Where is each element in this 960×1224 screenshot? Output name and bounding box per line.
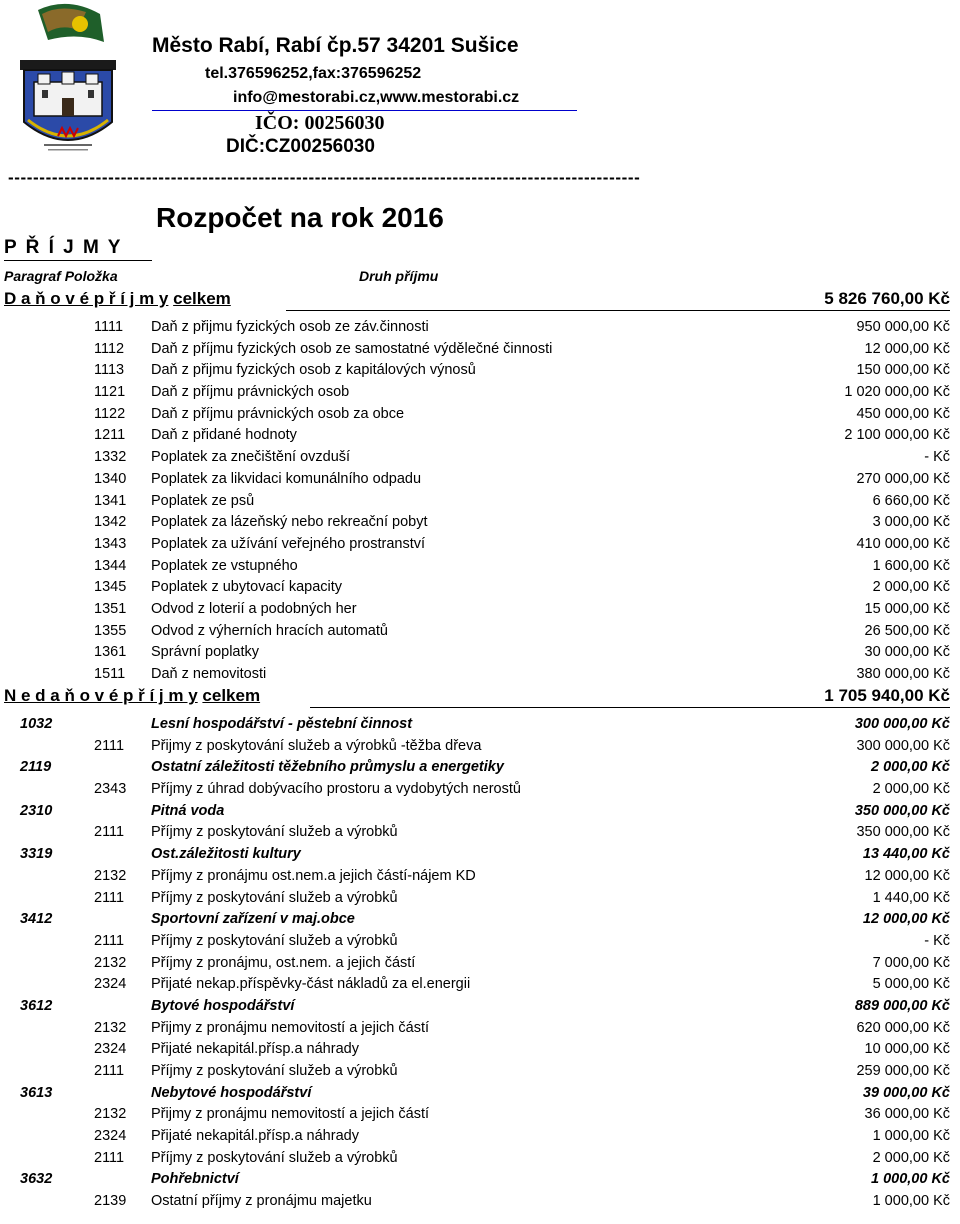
row-code: 1111 <box>94 319 124 335</box>
row-code: 1341 <box>94 492 127 509</box>
section-label-prijmy: P Ř Í J M Y <box>4 236 152 261</box>
row-description: Poplatek za likvidaci komunálního odpadu <box>151 470 422 487</box>
paragraf-row <box>0 909 960 931</box>
ico-number: IČO: 00256030 <box>255 112 385 134</box>
row-code: 2132 <box>94 954 127 971</box>
row-amount: 13 440,00 Kč <box>862 846 950 863</box>
row-amount: 1 000,00 Kč <box>872 1193 950 1210</box>
row-code: 3412 <box>20 911 53 928</box>
row-description: Poplatek z ubytovací kapacity <box>151 579 343 596</box>
row-amount: 1 000,00 Kč <box>870 1171 950 1188</box>
table-row <box>0 1061 960 1083</box>
row-code: 3612 <box>20 997 53 1014</box>
row-description: Přijmy z poskytování služeb a výrobků -těžba dřeva <box>151 737 482 754</box>
table-row <box>0 1104 960 1126</box>
paragraf-row <box>0 757 960 779</box>
danove-prijmy-heading <box>4 288 231 310</box>
table-row <box>0 736 960 758</box>
budget-title: Rozpočet na rok 2016 <box>156 202 444 233</box>
row-description: Příjmy z poskytování služeb a výrobků <box>151 1149 398 1166</box>
table-row <box>0 534 960 556</box>
danove-total: 5 826 760,00 Kč <box>824 289 950 308</box>
row-description: Pitná voda <box>151 802 225 819</box>
row-amount: 2 000,00 Kč <box>870 759 950 776</box>
row-amount: 2 000,00 Kč <box>872 781 950 798</box>
row-amount: 1 600,00 Kč <box>872 557 950 574</box>
row-code: 2324 <box>94 1041 127 1058</box>
nedanove-total: 1 705 940,00 Kč <box>824 686 950 705</box>
row-amount: 6 660,00 Kč <box>872 492 950 509</box>
table-row <box>0 621 960 643</box>
row-description: Přijaté nekapitál.přísp.a náhrady <box>151 1041 359 1058</box>
row-description: Ost.záležitosti kultury <box>151 846 301 863</box>
row-amount: 36 000,00 Kč <box>864 1106 950 1123</box>
row-code: 1211 <box>94 427 126 444</box>
row-description: Daň z přijmu fyzických osob z kapitálových výnosů <box>151 362 476 379</box>
table-row <box>0 425 960 447</box>
row-amount: 350 000,00 Kč <box>856 824 950 841</box>
table-row <box>0 1039 960 1061</box>
table-row <box>0 469 960 491</box>
row-code: 2132 <box>94 1106 127 1123</box>
row-description: Příjmy z úhrad dobývacího prostoru a vydobytých nerostů <box>151 781 521 798</box>
paragraf-row <box>0 801 960 823</box>
table-row <box>0 1148 960 1170</box>
town-address: Město Rabí, Rabí čp.57 34201 Sušice <box>152 34 519 57</box>
row-description: Poplatek za lázeňský nebo rekreační pobyt <box>151 514 428 531</box>
row-description: Ostatní příjmy z pronájmu majetku <box>151 1193 372 1210</box>
row-code: 1355 <box>94 622 127 639</box>
row-amount: 3 000,00 Kč <box>872 514 950 531</box>
row-description: Daň z příjmu právnických osob za obce <box>151 405 405 422</box>
row-amount: 2 000,00 Kč <box>872 1149 950 1166</box>
row-amount: 12 000,00 Kč <box>864 867 950 884</box>
row-amount: 350 000,00 Kč <box>854 802 950 819</box>
table-row <box>0 512 960 534</box>
table-row <box>0 866 960 888</box>
row-code: 3319 <box>20 846 53 863</box>
nedanove-rows <box>0 714 960 1213</box>
danove-label: D a ň o v é p ř í j m y <box>4 289 169 308</box>
row-amount: 1 000,00 Kč <box>872 1128 950 1145</box>
row-code: 2132 <box>94 1019 127 1036</box>
row-description: Přijaté nekap.příspěvky-část nákladů za el.energii <box>151 976 471 993</box>
row-description: Odvod z výherních hracích automatů <box>151 622 388 639</box>
row-code: 2111 <box>94 932 125 949</box>
row-amount: 620 000,00 Kč <box>856 1019 950 1036</box>
row-description: Bytové hospodářství <box>151 997 295 1014</box>
row-description: Daň z přijmu fyzických osob ze záv.činnosti <box>151 319 429 335</box>
town-crest-logo <box>8 2 128 162</box>
table-row <box>0 931 960 953</box>
row-code: 1032 <box>20 716 53 732</box>
row-amount: 950 000,00 Kč <box>856 319 950 335</box>
table-row <box>0 1018 960 1040</box>
row-amount: 300 000,00 Kč <box>856 737 950 754</box>
row-description: Příjmy z poskytování služeb a výrobků <box>151 889 398 906</box>
row-amount: 2 100 000,00 Kč <box>844 427 950 444</box>
row-amount: 30 000,00 Kč <box>864 644 950 661</box>
row-description: Daň z přidané hodnoty <box>151 427 297 444</box>
row-code: 2111 <box>94 1149 125 1166</box>
row-description: Nebytové hospodářství <box>151 1084 312 1101</box>
paragraf-row <box>0 844 960 866</box>
table-row <box>0 1126 960 1148</box>
row-amount: 450 000,00 Kč <box>856 405 950 422</box>
table-row <box>0 404 960 426</box>
row-amount: 380 000,00 Kč <box>856 666 950 682</box>
paragraf-row <box>0 1083 960 1105</box>
row-code: 1340 <box>94 470 127 487</box>
row-description: Poplatek ze vstupného <box>151 557 298 574</box>
row-amount: 259 000,00 Kč <box>856 1063 950 1079</box>
row-description: Příjmy z poskytování služeb a výrobků <box>151 932 398 949</box>
nedanove-label-suffix: celkem <box>202 686 261 705</box>
row-code: 3613 <box>20 1084 53 1101</box>
row-description: Poplatek ze psů <box>151 492 255 509</box>
danove-rule <box>286 310 950 311</box>
row-amount: 39 000,00 Kč <box>862 1084 950 1101</box>
row-description: Odvod z loterií a podobných her <box>151 600 357 617</box>
row-amount: 26 500,00 Kč <box>864 622 950 639</box>
paragraf-row <box>0 714 960 736</box>
row-amount: 15 000,00 Kč <box>864 600 950 617</box>
table-row <box>0 664 960 686</box>
row-amount: 2 000,00 Kč <box>872 579 950 596</box>
row-amount: - Kč <box>924 449 950 466</box>
row-description: Přijmy z pronájmu nemovitostí a jejich částí <box>151 1106 430 1123</box>
row-amount: - Kč <box>924 932 950 949</box>
letterhead <box>152 30 712 159</box>
table-row <box>0 599 960 621</box>
table-row <box>0 491 960 513</box>
row-amount: 7 000,00 Kč <box>872 954 950 971</box>
column-druh-prijmu: Druh příjmu <box>359 268 439 284</box>
table-row <box>0 1191 960 1213</box>
danove-rows <box>0 317 960 686</box>
row-amount: 150 000,00 Kč <box>856 362 950 379</box>
table-row <box>0 339 960 361</box>
row-code: 1344 <box>94 557 127 574</box>
row-amount: 12 000,00 Kč <box>864 340 950 357</box>
row-code: 3632 <box>20 1171 53 1188</box>
row-amount: 270 000,00 Kč <box>856 470 950 487</box>
row-description: Daň z nemovitosti <box>151 666 267 682</box>
row-description: Pohřebnictví <box>151 1171 239 1188</box>
row-code: 2324 <box>94 976 127 993</box>
row-code: 1511 <box>94 666 126 682</box>
column-paragraf-polozka: Paragraf Položka <box>4 268 118 284</box>
table-row <box>0 642 960 664</box>
row-code: 2324 <box>94 1128 127 1145</box>
table-row <box>0 382 960 404</box>
table-row <box>0 953 960 975</box>
nedanove-prijmy-heading <box>4 685 260 707</box>
row-description: Přijaté nekapitál.přísp.a náhrady <box>151 1128 359 1145</box>
paragraf-row <box>0 1169 960 1191</box>
row-amount: 10 000,00 Kč <box>864 1041 950 1058</box>
row-amount: 889 000,00 Kč <box>854 997 950 1014</box>
row-description: Příjmy z pronájmu ost.nem.a jejich částí-nájem KD <box>151 867 476 884</box>
row-description: Poplatek za znečištění ovzduší <box>151 449 351 466</box>
table-row <box>0 360 960 382</box>
row-code: 1361 <box>94 644 127 661</box>
row-code: 1122 <box>94 405 126 422</box>
row-description: Správní poplatky <box>151 644 260 661</box>
paragraf-row <box>0 996 960 1018</box>
row-description: Příjmy z poskytování služeb a výrobků <box>151 824 398 841</box>
row-code: 2132 <box>94 867 127 884</box>
row-code: 2119 <box>20 759 52 776</box>
row-code: 1121 <box>94 384 126 401</box>
row-code: 1343 <box>94 535 127 552</box>
row-code: 1113 <box>94 362 125 379</box>
row-description: Ostatní záležitosti těžebního průmyslu a energetiky <box>151 759 504 776</box>
row-description: Příjmy z poskytování služeb a výrobků <box>151 1063 398 1079</box>
row-amount: 5 000,00 Kč <box>872 976 950 993</box>
row-code: 2111 <box>94 889 125 906</box>
table-row <box>0 974 960 996</box>
row-description: Daň z příjmu právnických osob <box>151 384 350 401</box>
row-code: 2310 <box>20 802 53 819</box>
row-description: Daň z příjmu fyzických osob ze samostatné výdělečné činnosti <box>151 340 553 357</box>
row-description: Poplatek za užívání veřejného prostranství <box>151 535 426 552</box>
phone-fax: tel.376596252,fax:376596252 <box>205 65 422 82</box>
row-amount: 410 000,00 Kč <box>856 535 950 552</box>
table-row <box>0 447 960 469</box>
table-row <box>0 888 960 910</box>
row-code: 1351 <box>94 600 127 617</box>
row-amount: 1 020 000,00 Kč <box>844 384 950 401</box>
table-row <box>0 822 960 844</box>
table-row <box>0 577 960 599</box>
row-code: 2111 <box>94 737 125 754</box>
row-description: Příjmy z pronájmu, ost.nem. a jejich částí <box>151 954 416 971</box>
table-row <box>0 556 960 578</box>
row-description: Sportovní zařízení v maj.obce <box>151 911 355 928</box>
row-code: 2343 <box>94 781 127 798</box>
row-amount: 1 440,00 Kč <box>872 889 950 906</box>
nedanove-rule <box>310 707 950 708</box>
table-row <box>0 317 960 339</box>
nedanove-label: N e d a ň o v é p ř í j m y <box>4 686 198 705</box>
row-code: 2139 <box>94 1193 127 1210</box>
row-description: Přijmy z pronájmu nemovitostí a jejich částí <box>151 1019 430 1036</box>
row-amount: 300 000,00 Kč <box>854 716 950 732</box>
danove-label-suffix: celkem <box>173 289 231 308</box>
row-description: Lesní hospodářství - pěstební činnost <box>151 716 413 732</box>
dic-number: DIČ:CZ00256030 <box>226 136 375 157</box>
row-code: 1332 <box>94 449 127 466</box>
row-code: 1345 <box>94 579 127 596</box>
row-code: 2111 <box>94 1063 125 1079</box>
header-separator: ----------------------------------------------------------------------------------------------------- <box>8 168 641 187</box>
row-code: 1112 <box>94 340 125 357</box>
row-code: 1342 <box>94 514 127 531</box>
table-row <box>0 779 960 801</box>
row-amount: 12 000,00 Kč <box>862 911 950 928</box>
email-web-link[interactable]: info@mestorabi.cz,www.mestorabi.cz <box>152 86 577 111</box>
row-code: 2111 <box>94 824 125 841</box>
